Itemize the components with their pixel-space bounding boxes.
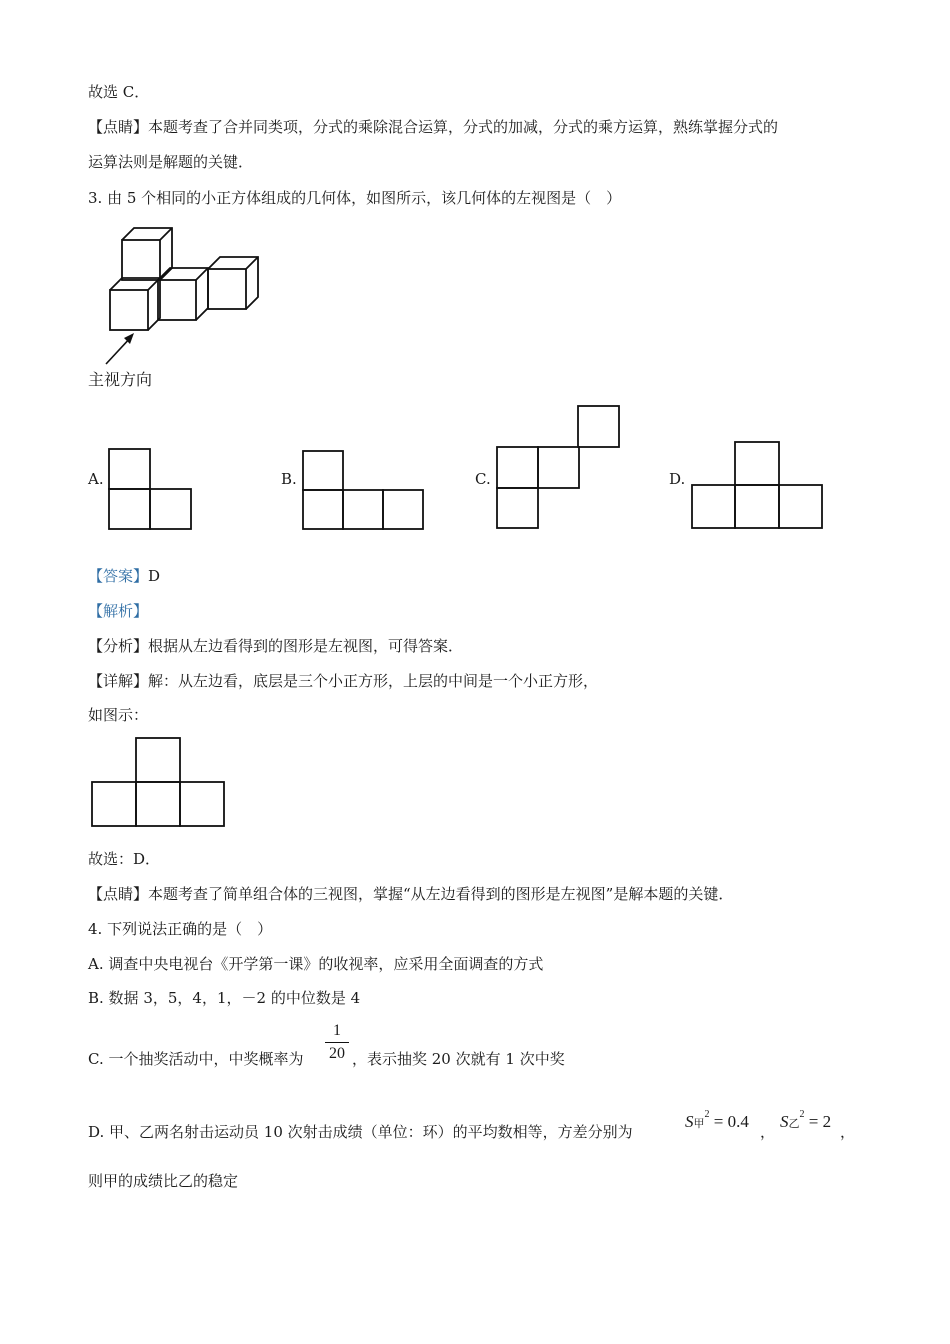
cube-front xyxy=(110,278,160,330)
question-4-option-d-end: 则甲的成绩比乙的稳定 xyxy=(88,1172,239,1190)
fraction-denominator: 20 xyxy=(329,1045,345,1062)
analysis-fenxi: 【分析】根据从左边看得到的图形是左视图，可得答案． xyxy=(88,637,464,655)
line-dianjing-1: 【点睛】本题考查了合并同类项，分式的乘除混合运算，分式的加减，分式的乘方运算，熟练掌握分式的 xyxy=(88,118,779,136)
question-3: 3. 由 5 个相同的小正方体组成的几何体，如图所示，该几何体的左视图是（ ） xyxy=(88,189,622,207)
solution-figure xyxy=(91,736,227,830)
fraction-one-twentieth xyxy=(325,1022,349,1063)
line-dianjing-2: 运算法则是解题的关键． xyxy=(88,153,254,171)
variance-yi: S乙$^2$ = 2 xyxy=(780,1109,832,1131)
question-4-option-c-pre: C. 一个抽奖活动中，中奖概率为 xyxy=(88,1050,304,1068)
analysis-xiangjie: 【详解】解：从左边看，底层是三个小正方形，上层的中间是一个小正方形， xyxy=(88,672,599,690)
variance-jia: S甲$^2$ = 0.4 xyxy=(685,1109,749,1131)
answer-tag: 【答案】 xyxy=(88,567,149,585)
analysis-tag: 【解析】 xyxy=(88,602,149,620)
option-b-label: B. xyxy=(281,470,297,488)
option-c-figure xyxy=(496,404,622,530)
answer-line xyxy=(88,566,160,586)
question-4-option-a: A. 调查中央电视台《开学第一课》的收视率，应采用全面调查的方式 xyxy=(88,955,544,973)
option-a-label: A. xyxy=(88,470,104,488)
final-choice: 故选：D． xyxy=(88,850,161,868)
fraction-numerator: 1 xyxy=(333,1022,341,1039)
separator-1: ， xyxy=(760,1123,776,1141)
option-b-figure xyxy=(301,449,425,531)
option-d-label: D. xyxy=(669,470,686,488)
answer-value: D xyxy=(148,567,161,585)
question-4-option-b: B. 数据 3，5，4，1，－2 的中位数是 4 xyxy=(88,989,361,1007)
question-4-option-d-pre: D. 甲、乙两名射击运动员 10 次射击成绩（单位：环）的平均数相等，方差分别为 xyxy=(88,1123,633,1141)
cube-figure xyxy=(88,222,278,372)
question-4: 4. 下列说法正确的是（ ） xyxy=(88,920,273,938)
figure-caption: 主视方向 xyxy=(88,370,153,389)
as-shown-text: 如图示： xyxy=(88,706,149,724)
separator-2: ， xyxy=(840,1123,856,1141)
cube-middle xyxy=(158,268,208,320)
question-4-option-c-post: ，表示抽奖 20 次就有 1 次中奖 xyxy=(352,1050,565,1068)
option-d-figure xyxy=(691,440,825,530)
cube-right xyxy=(208,257,258,309)
cube-top xyxy=(122,228,172,280)
option-c-label: C. xyxy=(475,470,491,488)
line-conclusion: 故选 C． xyxy=(88,83,150,101)
dianjing-note: 【点睛】本题考查了简单组合体的三视图，掌握“从左边看得到的图形是左视图”是解本题的关键． xyxy=(88,885,734,903)
option-a-figure xyxy=(107,447,193,531)
